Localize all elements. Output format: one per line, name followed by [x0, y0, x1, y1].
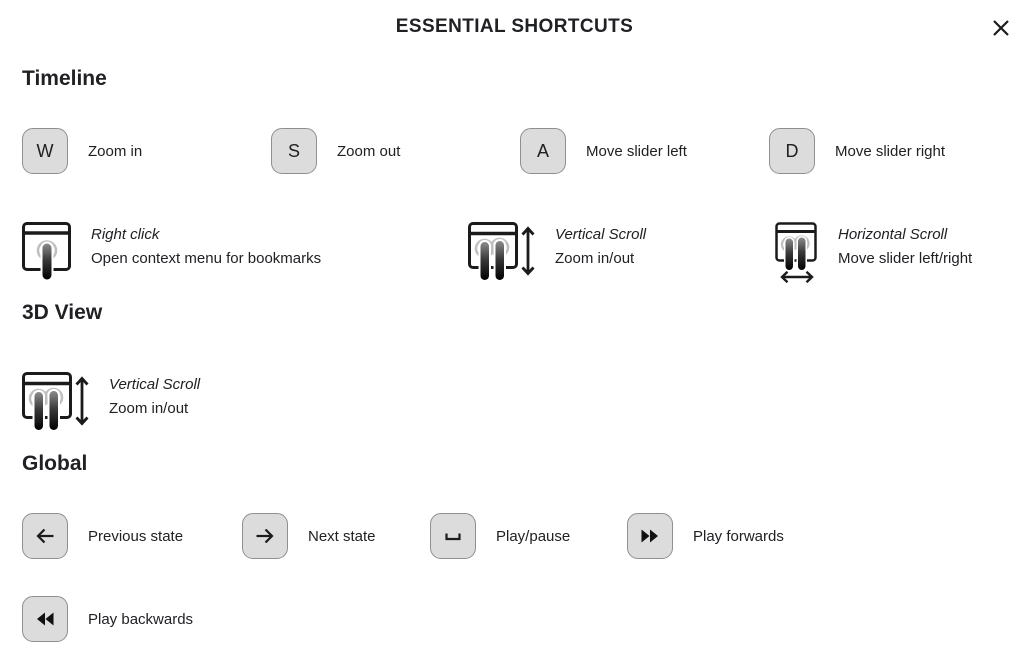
- shortcut-move-slider-right: [769, 128, 1018, 174]
- shortcut-right-click: [22, 222, 468, 280]
- dialog-header: [0, 0, 1029, 39]
- dialog-content: [0, 66, 1029, 642]
- shortcut-zoom-out: [271, 128, 520, 174]
- keycap-s: S: [271, 128, 317, 174]
- shortcut-vertical-scroll: [468, 222, 775, 282]
- shortcut-label: Move slider right: [835, 142, 946, 160]
- shortcut-label: Play forwards: [693, 527, 784, 545]
- trackpad-vertical-scroll-icon: [22, 372, 89, 432]
- arrow-right-icon: [253, 524, 277, 548]
- shortcut-play-backwards: [22, 596, 193, 642]
- keycap-a: A: [520, 128, 566, 174]
- trackpad-right-click-icon: [22, 222, 71, 280]
- keycap-w: W: [22, 128, 68, 174]
- keycap-arrow-right: [242, 513, 288, 559]
- keycap-d: D: [769, 128, 815, 174]
- global-key-shortcuts: [22, 513, 1029, 559]
- mouse-description: Zoom in/out: [109, 400, 189, 417]
- keycap-rewind: [22, 596, 68, 642]
- timeline-mouse-shortcuts: [22, 222, 1029, 280]
- shortcut-previous-state: [22, 513, 242, 559]
- shortcut-label: Play/pause: [496, 527, 571, 545]
- mouse-description: Zoom in/out: [555, 250, 635, 267]
- shortcut-label: Zoom out: [337, 142, 401, 160]
- shortcut-play-pause: [430, 513, 627, 559]
- shortcut-label: Move slider left: [586, 142, 687, 160]
- shortcut-label: Play backwards: [88, 610, 194, 628]
- shortcut-zoom-in: [22, 128, 271, 174]
- shortcut-play-forwards: [627, 513, 784, 559]
- shortcut-texts: [555, 223, 646, 271]
- close-button[interactable]: [986, 13, 1016, 43]
- fast-forward-icon: [638, 524, 662, 548]
- global-key-shortcuts-row2: [22, 596, 1029, 642]
- trackpad-vertical-scroll-icon: [468, 222, 535, 282]
- section-heading-timeline: Timeline: [22, 67, 107, 90]
- shortcut-next-state: [242, 513, 430, 559]
- keycap-spacebar: [430, 513, 476, 559]
- shortcut-move-slider-left: [520, 128, 769, 174]
- arrow-left-icon: [33, 524, 57, 548]
- shortcut-horizontal-scroll: [775, 222, 972, 284]
- shortcut-label: Previous state: [88, 527, 184, 545]
- mouse-description: Move slider left/right: [838, 250, 973, 267]
- shortcut-texts: [109, 373, 200, 421]
- view3d-mouse-shortcuts: [22, 372, 1029, 430]
- shortcut-texts: [91, 223, 321, 271]
- section-heading-3d-view: 3D View: [22, 301, 103, 324]
- shortcut-vertical-scroll-3d: [22, 372, 200, 432]
- mouse-description: Open context menu for bookmarks: [91, 250, 322, 267]
- trackpad-horizontal-scroll-icon: [775, 222, 818, 284]
- mouse-action: Vertical Scroll: [555, 226, 647, 243]
- mouse-action: Vertical Scroll: [109, 376, 201, 393]
- mouse-action: Horizontal Scroll: [838, 226, 948, 243]
- dialog-title: ESSENTIAL SHORTCUTS: [395, 16, 634, 37]
- shortcut-label: Zoom in: [88, 142, 143, 160]
- rewind-icon: [33, 607, 57, 631]
- keycap-fast-forward: [627, 513, 673, 559]
- shortcut-texts: [838, 223, 972, 271]
- shortcut-label: Next state: [308, 527, 376, 545]
- timeline-key-shortcuts: [22, 128, 1029, 174]
- section-heading-global: Global: [22, 452, 88, 475]
- spacebar-icon: [441, 524, 465, 548]
- mouse-action: Right click: [91, 226, 160, 243]
- close-icon: [990, 17, 1012, 39]
- keycap-arrow-left: [22, 513, 68, 559]
